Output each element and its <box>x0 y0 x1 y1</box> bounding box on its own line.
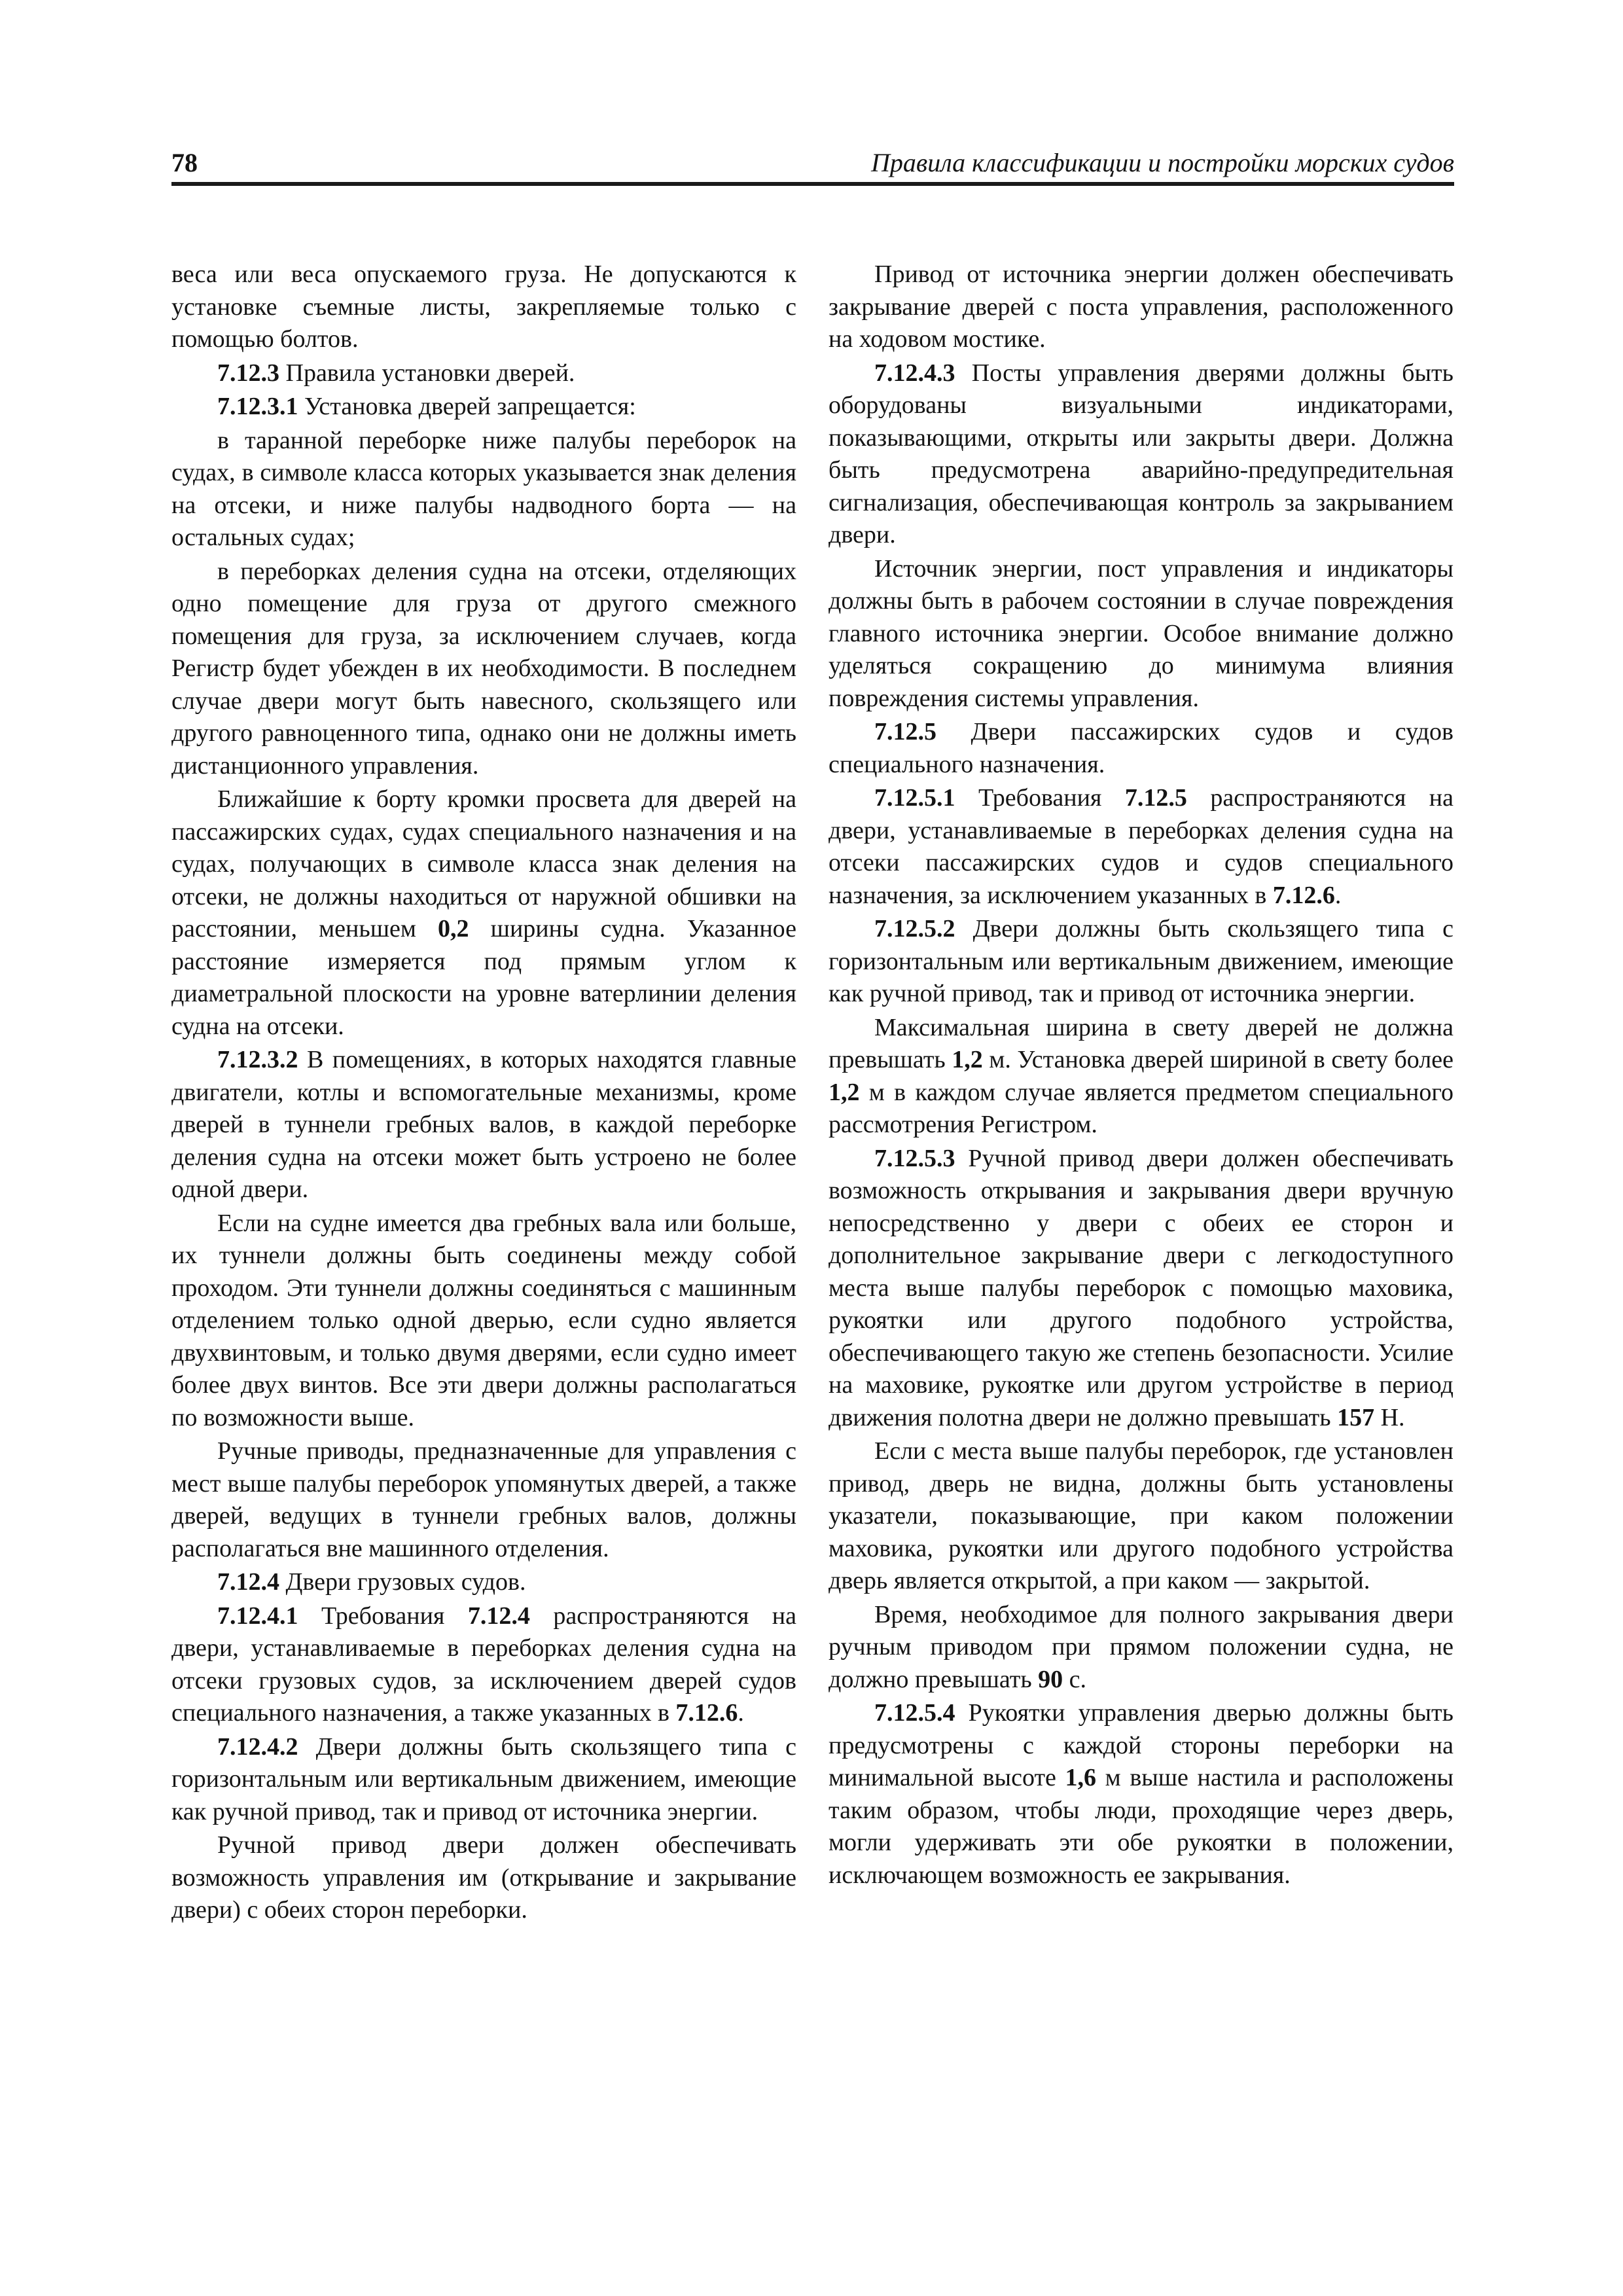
section-heading: 7.12.5 Двери пассажирских судов и судов специального назначения. <box>829 718 1454 778</box>
clause: 7.12.4.1 Требования 7.12.4 распространяются на двери, устанавливаемые в переборках деления судна на отсеки грузовых судов, за исключением дверей судов специального назначения, а также указанных в 7.12.6. <box>171 1602 796 1727</box>
paragraph: Если на судне имеется два гребных вала или больше, их туннели должны быть соединены между собой проходом. Эти туннели должны соединяться с машинным отделением только одной дверью, если судно является двухвинтовым, и только двумя дверями, если судно имеет более двух винтов. Все эти двери должны располагаться по возможности выше. <box>171 1209 796 1431</box>
clause: 7.12.5.3 Ручной привод двери должен обеспечивать возможность открывания и закрывания двери вручную непосредственно у двери с обеих ее сторон и дополнительное закрывание двери с легкодоступного места выше палубы переборок с помощью маховика, рукоятки или другого подобного устройства, обеспечивающего такую же степень безопасности. Усилие на маховике, рукоятке или другом устройстве в период движения полотна двери не должно превышать 157 Н. <box>829 1144 1454 1431</box>
paragraph: Источник энергии, пост управления и индикаторы должны быть в рабочем состоянии в случае повреждения главного источника энергии. Особое внимание должно уделяться сокращению до минимума влияния повреждения системы управления. <box>829 554 1454 712</box>
running-title: Правила классификации и постройки морских судов <box>870 148 1454 177</box>
page-number: 78 <box>171 148 198 177</box>
paragraph: Максимальная ширина в свету дверей не должна превышать 1,2 м. Установка дверей шириной в свету более 1,2 м в каждом случае является предметом специального рассмотрения Регистром. <box>829 1013 1454 1138</box>
paragraph: в переборках деления судна на отсеки, отделяющих одно помещение для груза от другого смежного помещения для груза, за исключением случаев, когда Регистр будет убежден в их необходимости. В последнем случае двери могут быть навесного, скользящего или другого равноценного типа, однако они не должны иметь дистанционного управления. <box>171 557 796 780</box>
clause: 7.12.4.3 Посты управления дверями должны быть оборудованы визуальными индикаторами, показывающими, открыты или закрыты двери. Должна быть предусмотрена аварийно-предупредительная сигнализация, обеспечивающая контроль за закрыванием двери. <box>829 359 1454 548</box>
clause: 7.12.3.1 Установка дверей запрещается: <box>217 393 636 420</box>
clause: 7.12.5.1 Требования 7.12.5 распространяются на двери, устанавливаемые в переборках деления судна на отсеки пассажирских судов и судов специального назначения, за исключением указанных в 7.12.6. <box>829 784 1454 909</box>
paragraph: Привод от источника энергии должен обеспечивать закрывание дверей с поста управления, расположенного на ходовом мостике. <box>829 260 1454 353</box>
section-heading: 7.12.4 Двери грузовых судов. <box>217 1568 526 1596</box>
right-column <box>829 259 1454 1893</box>
paragraph: Ручные приводы, предназначенные для управления с мест выше палубы переборок упомянутых дверей, а также дверей, ведущих в туннели гребных валов, должны располагаться вне машинного отделения. <box>171 1437 796 1562</box>
clause: 7.12.4.2 Двери должны быть скользящего типа с горизонтальным или вертикальным движением, имеющие как ручной привод, так и привод от источника энергии. <box>171 1732 796 1825</box>
paragraph: Время, необходимое для полного закрывания двери ручным приводом при прямом положении судна, не должно превышать 90 с. <box>829 1600 1454 1693</box>
left-column <box>171 259 796 1928</box>
clause: 7.12.5.4 Рукоятки управления дверью должны быть предусмотрены с каждой стороны переборки на минимальной высоте 1,6 м выше настила и расположены таким образом, чтобы люди, проходящие через дверь, могли удерживать эти обе рукоятки в положении, исключающем возможность ее закрывания. <box>829 1699 1454 1889</box>
paragraph: Если с места выше палубы переборок, где установлен привод, дверь не видна, должны быть установлены указатели, показывающие, при каком положении маховика, рукоятки или другого подобного устройства дверь является открытой, а при каком — закрытой. <box>829 1437 1454 1594</box>
clause: 7.12.3.2 В помещениях, в которых находятся главные двигатели, котлы и вспомогательные механизмы, кроме дверей в туннели гребных валов, в каждой переборке деления судна на отсеки может быть устроено не более одной двери. <box>171 1046 796 1203</box>
paragraph: веса или веса опускаемого груза. Не допускаются к установке съемные листы, закрепляемые только с помощью болтов. <box>171 260 796 353</box>
paragraph: Ручной привод двери должен обеспечивать возможность управления им (открывание и закрывание двери) с обеих сторон переборки. <box>171 1831 796 1924</box>
page-header <box>171 143 1454 186</box>
clause: 7.12.5.2 Двери должны быть скользящего типа с горизонтальным или вертикальным движением, имеющие как ручной привод, так и привод от источника энергии. <box>829 915 1454 1007</box>
paragraph: Ближайшие к борту кромки просвета для дверей на пассажирских судах, судах специального назначения и на судах, получающих в символе класса знак деления на отсеки, не должны находиться от наружной обшивки на расстоянии, меньшем 0,2 ширины судна. Указанное расстояние измеряется под прямым углом к диаметральной плоскости на уровне ватерлинии деления судна на отсеки. <box>171 785 796 1040</box>
paragraph: в таранной переборке ниже палубы переборок на судах, в символе класса которых указывается знак деления на отсеки, и ниже палубы надводного борта — на остальных судах; <box>171 426 796 551</box>
section-heading: 7.12.3 Правила установки дверей. <box>217 359 575 387</box>
